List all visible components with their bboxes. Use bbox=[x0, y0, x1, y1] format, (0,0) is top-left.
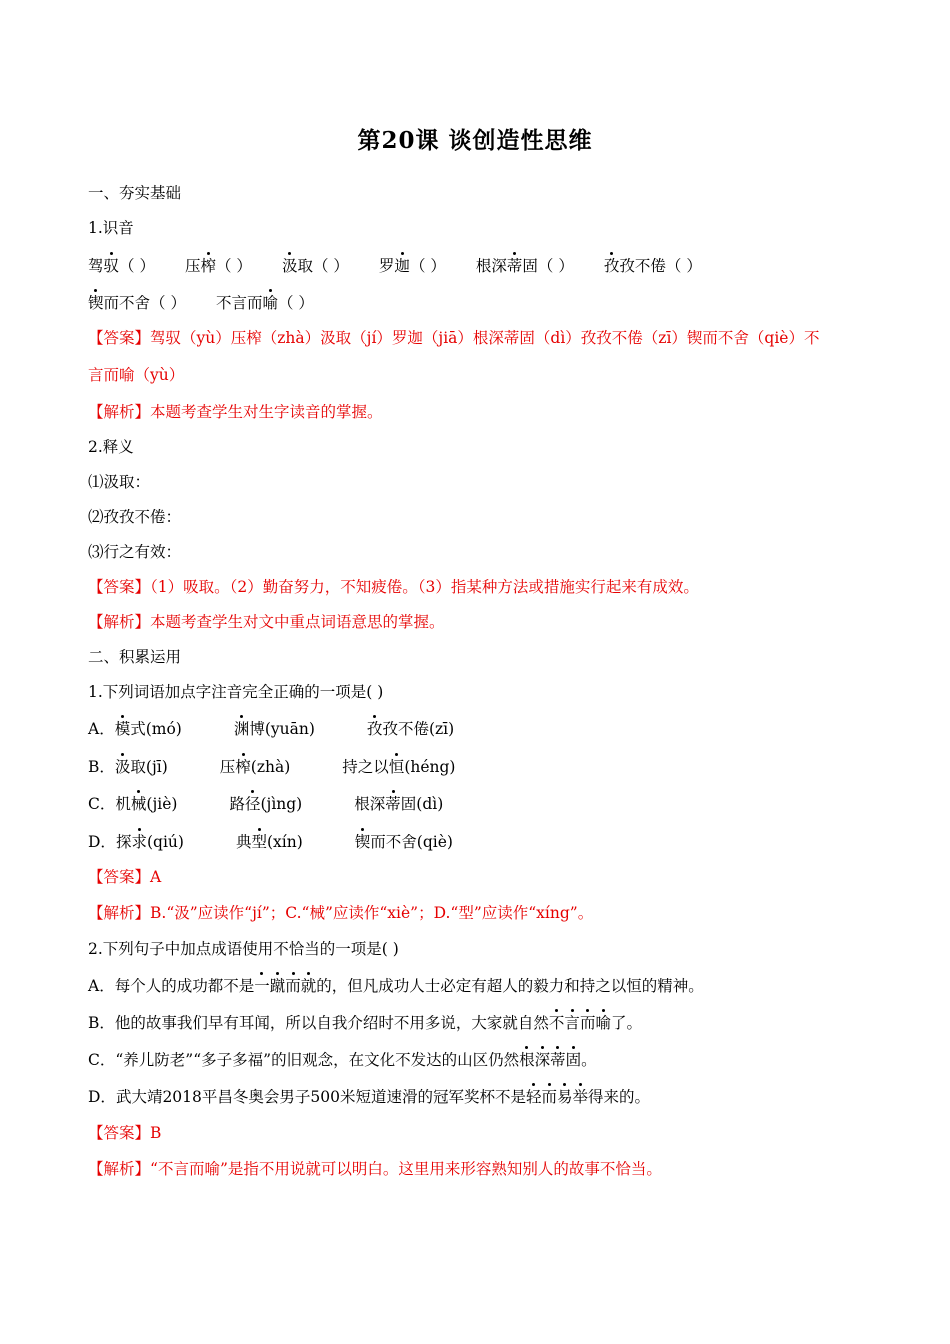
option-a: A．每个人的成功都不是一蹴而就的，但凡成功人士必定有超人的毅力和持之以恒的精神。 bbox=[88, 977, 704, 995]
dotted-char: 榨 bbox=[235, 758, 251, 776]
definition-item: ⑴汲取： bbox=[88, 473, 151, 491]
dotted-char: 而 bbox=[579, 1014, 596, 1032]
dotted-char: 械 bbox=[130, 795, 147, 813]
analysis-line: 【解析】“不言而喻”是指不用说就可以明白。这里用来形容熟知别人的故事不恰当。 bbox=[88, 1160, 662, 1178]
dotted-char: 喻 bbox=[262, 294, 278, 312]
pronunciation-row-2 bbox=[88, 296, 314, 312]
dotted-char: 恒 bbox=[388, 758, 405, 776]
section-heading-application: 二、积累运用 bbox=[88, 648, 182, 666]
dotted-char: 求 bbox=[131, 833, 147, 851]
question-label: 1.识音 bbox=[88, 219, 134, 237]
answer-line-continued: 言而喻（yù） bbox=[88, 366, 185, 384]
dotted-char: 喻 bbox=[595, 1014, 611, 1032]
answer-line: 【答案】A bbox=[88, 868, 162, 886]
option-b: B．汲取(jī) 压榨(zhà) 持之以恒(héng) bbox=[88, 758, 456, 776]
word-item: 根深蒂固（ ） bbox=[475, 257, 574, 275]
dotted-char: 型 bbox=[251, 833, 267, 851]
word-item: 孜孜不倦（ ） bbox=[603, 257, 702, 275]
option-b: B．他的故事我们早有耳闻，所以自我介绍时不用多说，大家就自然不言而喻了。 bbox=[88, 1014, 642, 1032]
dotted-char: 迦 bbox=[394, 257, 410, 275]
definition-item: ⑵孜孜不倦： bbox=[88, 508, 182, 526]
dotted-char: 一 bbox=[254, 977, 270, 995]
dotted-char: 锲 bbox=[354, 833, 371, 851]
question-label: 2.释义 bbox=[88, 438, 134, 456]
dotted-char: 蒂 bbox=[550, 1051, 566, 1069]
definition-item: ⑶行之有效： bbox=[88, 543, 182, 561]
dotted-char: 就 bbox=[300, 977, 317, 995]
answer-line: 【答案】（1）吸取。（2）勤奋努力，不知疲倦。（3）指某种方法或措施实行起来有成效。 bbox=[88, 578, 699, 596]
option-a: A．模式(mó) 渊博(yuān) 孜孜不倦(zī) bbox=[88, 720, 455, 738]
dotted-char: 孜 bbox=[366, 720, 383, 738]
dotted-char: 模 bbox=[114, 720, 131, 738]
dotted-char: 根 bbox=[519, 1051, 535, 1069]
pronunciation-row-1 bbox=[88, 259, 702, 275]
dotted-char: 固 bbox=[565, 1051, 582, 1069]
analysis-line: 【解析】本题考查学生对生字读音的掌握。 bbox=[88, 403, 383, 421]
answer-line: 【答案】驾驭（yù）压榨（zhà）汲取（jí）罗迦（jiā）根深蒂固（dì）孜孜不倦（zī）锲而不舍（qiè）不 bbox=[88, 329, 820, 347]
dotted-char: 不 bbox=[548, 1014, 565, 1032]
option-c: C．“养儿防老”“多子多福”的旧观念，在文化不发达的山区仍然根深蒂固。 bbox=[88, 1051, 597, 1069]
word-item: 驾驭（ ） bbox=[88, 257, 155, 275]
dotted-char: 深 bbox=[534, 1051, 551, 1069]
dotted-char: 而 bbox=[285, 977, 301, 995]
dotted-char: 榨 bbox=[200, 257, 216, 275]
word-item: 罗迦（ ） bbox=[378, 257, 446, 275]
dotted-char: 而 bbox=[541, 1088, 558, 1106]
dotted-char: 渊 bbox=[233, 720, 250, 738]
dotted-char: 言 bbox=[564, 1014, 580, 1032]
dotted-char: 汲 bbox=[114, 758, 131, 776]
word-item: 不言而喻（ ） bbox=[215, 294, 314, 312]
dotted-char: 驭 bbox=[103, 257, 120, 275]
dotted-char: 径 bbox=[244, 795, 261, 813]
option-c: C．机械(jiè) 路径(jìng) 根深蒂固(dì) bbox=[88, 795, 444, 813]
analysis-line: 【解析】本题考查学生对文中重点词语意思的掌握。 bbox=[88, 613, 445, 631]
word-item: 锲而不舍（ ） bbox=[88, 294, 186, 312]
word-item: 压榨（ ） bbox=[184, 257, 252, 275]
question-stem: 1.下列词语加点字注音完全正确的一项是( ) bbox=[88, 683, 384, 701]
dotted-char: 蒂 bbox=[506, 257, 523, 275]
analysis-line: 【解析】B.“汲”应读作“jí”；C.“械”应读作“xiè”；D.“型”应读作“xíng”。 bbox=[88, 904, 594, 922]
option-d: D．武大靖2018平昌冬奥会男子500米短道速滑的冠军奖杯不是轻而易举得来的。 bbox=[88, 1088, 651, 1106]
section-heading-basics: 一、夯实基础 bbox=[88, 184, 182, 202]
dotted-char: 蹴 bbox=[269, 977, 286, 995]
option-d: D．探求(qiú) 典型(xín) 锲而不舍(qiè) bbox=[88, 833, 453, 851]
question-stem: 2.下列句子中加点成语使用不恰当的一项是( ) bbox=[88, 940, 399, 958]
answer-line: 【答案】B bbox=[88, 1124, 162, 1142]
word-item: 汲取（ ） bbox=[281, 257, 349, 275]
dotted-char: 汲 bbox=[281, 257, 298, 275]
dotted-char: 蒂 bbox=[385, 795, 401, 813]
dotted-char: 孜 bbox=[603, 257, 620, 275]
dotted-char: 举 bbox=[572, 1088, 589, 1106]
dotted-char: 易 bbox=[557, 1088, 573, 1106]
dotted-char: 轻 bbox=[525, 1088, 542, 1106]
dotted-char: 锲 bbox=[88, 294, 104, 312]
lesson-title: 第20课 谈创造性思维 bbox=[357, 127, 593, 154]
